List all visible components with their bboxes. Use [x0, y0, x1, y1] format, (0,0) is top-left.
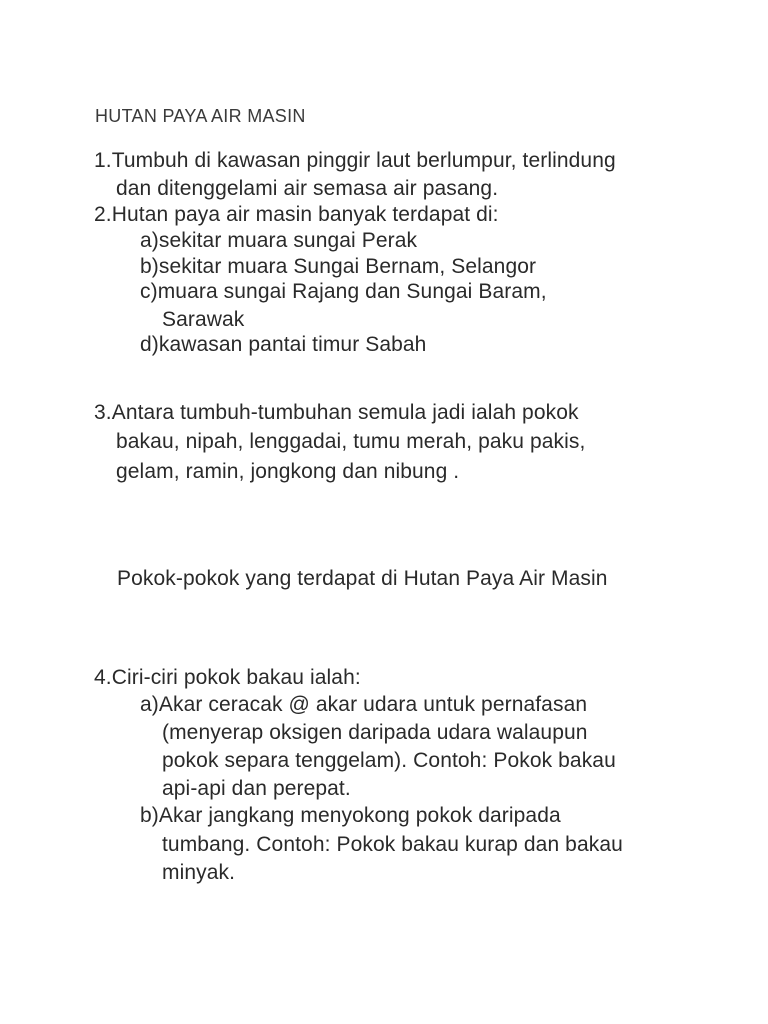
sub-item-letter: c) [140, 280, 158, 303]
sub-item-2c-continuation: Sarawak [162, 308, 245, 331]
sub-item-2c [140, 279, 547, 305]
list-item-4 [94, 665, 361, 691]
sub-item-4b-continuation: minyak. [162, 861, 236, 884]
sub-item-text: Akar jangkang menyokong pokok daripada [158, 804, 561, 827]
sub-item-2b [140, 254, 536, 280]
list-number: 4. [94, 666, 112, 689]
sub-item-text: muara sungai Rajang dan Sungai Baram, [157, 280, 547, 303]
sub-item-letter: a) [140, 229, 159, 252]
sub-item-letter: b) [140, 255, 159, 278]
sub-item-letter: d) [140, 333, 159, 356]
list-item-text: Tumbuh di kawasan pinggir laut berlumpur, terlindung [111, 149, 616, 172]
list-item-1 [94, 148, 616, 174]
list-item-3-continuation: bakau, nipah, lenggadai, tumu merah, paku pakis, [116, 430, 586, 453]
list-item-text: Ciri-ciri pokok bakau ialah: [111, 666, 361, 689]
sub-item-text: sekitar muara sungai Perak [158, 229, 418, 252]
sub-item-text: kawasan pantai timur Sabah [158, 333, 427, 356]
image-caption: Pokok-pokok yang terdapat di Hutan Paya Air Masin [117, 567, 608, 590]
sub-item-4a [140, 692, 587, 718]
list-number: 2. [94, 203, 112, 226]
sub-item-4b [140, 803, 561, 829]
sub-item-letter: a) [140, 693, 159, 716]
list-item-1-continuation: dan ditenggelami air semasa air pasang. [116, 177, 499, 200]
list-item-text: Hutan paya air masin banyak terdapat di: [111, 203, 499, 226]
sub-item-4a-continuation: (menyerap oksigen daripada udara walaupun [162, 721, 588, 744]
list-number: 3. [94, 401, 112, 424]
sub-item-2a [140, 228, 417, 254]
list-item-3 [94, 400, 579, 426]
sub-item-text: sekitar muara Sungai Bernam, Selangor [158, 255, 537, 278]
sub-item-letter: b) [140, 804, 159, 827]
document-title: HUTAN PAYA AIR MASIN [95, 106, 306, 126]
list-item-text: Antara tumbuh-tumbuhan semula jadi ialah pokok [111, 401, 579, 424]
sub-item-2d [140, 332, 426, 358]
sub-item-4a-continuation: api-api dan perepat. [162, 777, 351, 800]
list-item-2 [94, 202, 499, 228]
list-item-3-continuation: gelam, ramin, jongkong dan nibung . [116, 460, 460, 483]
sub-item-4b-continuation: tumbang. Contoh: Pokok bakau kurap dan bakau [162, 833, 623, 856]
sub-item-text: Akar ceracak @ akar udara untuk pernafasan [158, 693, 588, 716]
list-number: 1. [94, 149, 112, 172]
sub-item-4a-continuation: pokok separa tenggelam). Contoh: Pokok bakau [162, 749, 616, 772]
